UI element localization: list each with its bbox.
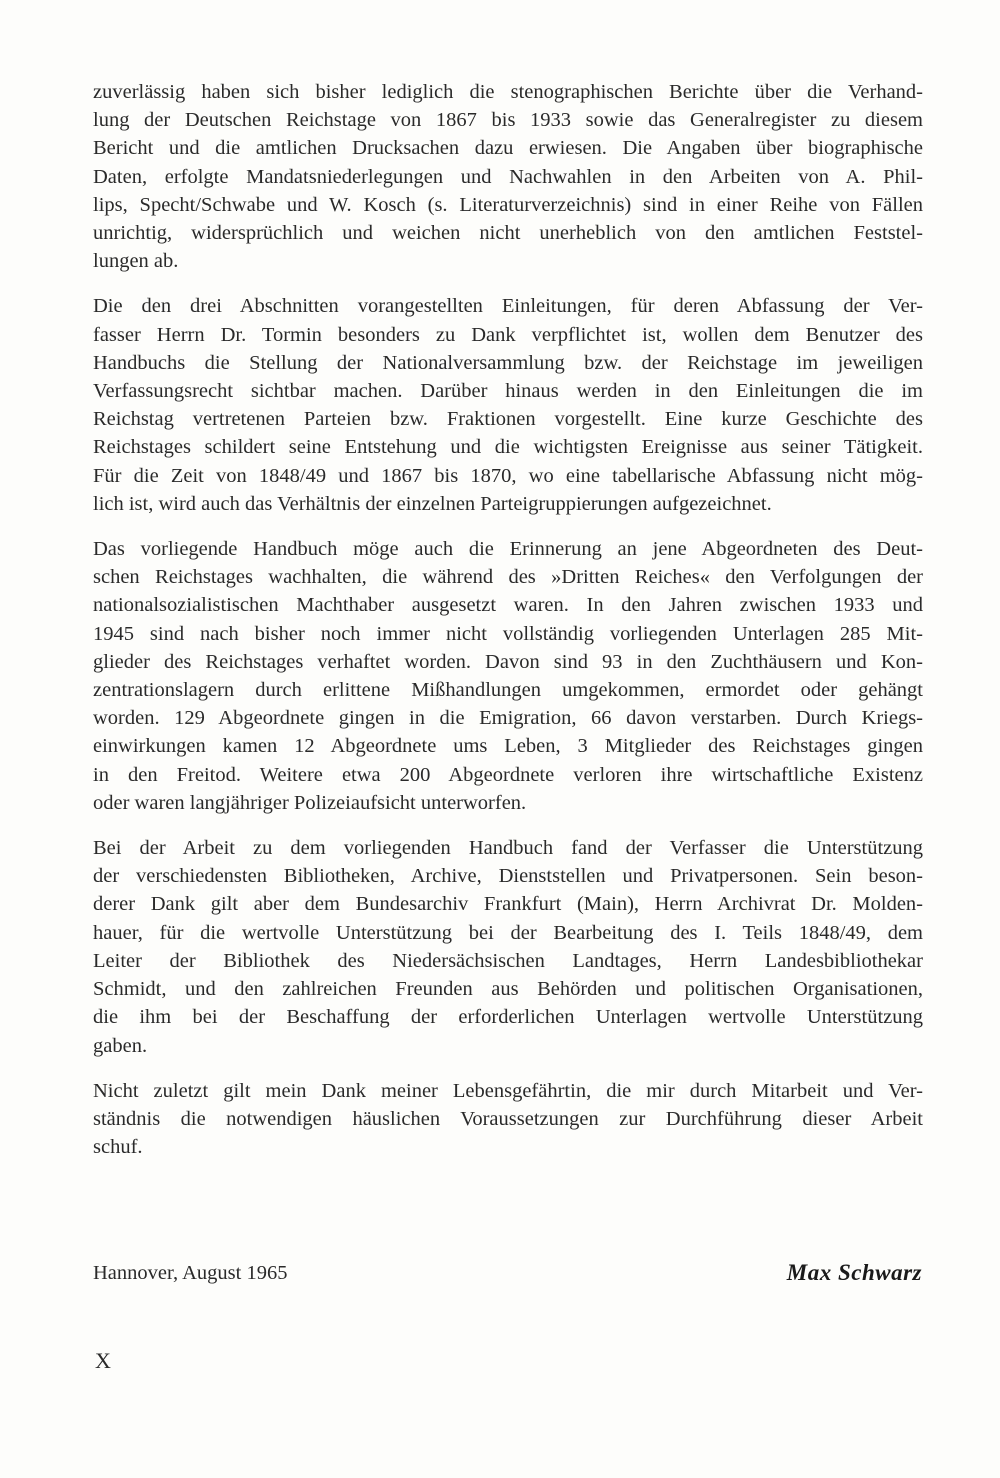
text-line: oder waren langjähriger Polizeiaufsicht unterworfen. xyxy=(93,791,527,814)
paragraph xyxy=(93,535,923,817)
text-line: zentrationslagern durch erlittene Mißhandlungen umgekommen, ermordet oder gehängt xyxy=(93,679,923,702)
text-line: nationalsozialistischen Machthaber ausgesetzt waren. In den Jahren zwischen 1933 und xyxy=(93,594,923,617)
text-line: Bei der Arbeit zu dem vorliegenden Handbuch fand der Verfasser die Unterstützung xyxy=(93,837,923,860)
text-line: der verschiedensten Bibliotheken, Archive, Dienststellen und Privatpersonen. Sein beson- xyxy=(93,865,923,888)
text-line: Reichstages schildert seine Entstehung und die wichtigsten Ereignisse aus seiner Tätigkeit. xyxy=(93,436,923,459)
paragraph xyxy=(93,1077,923,1162)
text-line: Reichstag vertretenen Parteien bzw. Fraktionen vorgestellt. Eine kurze Geschichte des xyxy=(93,408,923,431)
text-line: einwirkungen kamen 12 Abgeordnete ums Leben, 3 Mitglieder des Reichstages gingen xyxy=(93,735,923,758)
text-line: 1945 sind nach bisher noch immer nicht vollständig vorliegenden Unterlagen 285 Mit- xyxy=(93,622,923,645)
place-and-date: Hannover, August 1965 xyxy=(93,1262,288,1284)
text-line: Nicht zuletzt gilt mein Dank meiner Lebensgefährtin, die mir durch Mitarbeit und Ver- xyxy=(93,1079,923,1102)
text-line: schuf. xyxy=(93,1136,143,1159)
text-line: lungen ab. xyxy=(93,250,179,273)
text-line: Die den drei Abschnitten vorangestellten Einleitungen, für deren Abfassung der Ver- xyxy=(93,295,923,318)
text-line: derer Dank gilt aber dem Bundesarchiv Frankfurt (Main), Herrn Archivrat Dr. Molden- xyxy=(93,893,923,916)
text-line: Leiter der Bibliothek des Niedersächsischen Landtages, Herrn Landesbibliothekar xyxy=(93,949,923,972)
text-line: Verfassungsrecht sichtbar machen. Darüber hinaus werden in den Einleitungen die im xyxy=(93,380,923,403)
text-line: schen Reichstages wachhalten, die während des »Dritten Reiches« den Verfolgungen der xyxy=(93,566,923,589)
text-line: lich ist, wird auch das Verhältnis der einzelnen Parteigruppierungen aufgezeichnet. xyxy=(93,492,772,515)
paragraph xyxy=(93,78,923,275)
text-line: fasser Herrn Dr. Tormin besonders zu Dank verpflichtet ist, wollen dem Benutzer des xyxy=(93,323,923,346)
text-line: die ihm bei der Beschaffung der erforderlichen Unterlagen wertvolle Unterstützung xyxy=(93,1006,923,1029)
text-line: Das vorliegende Handbuch möge auch die Erinnerung an jene Abgeordneten des Deut- xyxy=(93,538,923,561)
text-line: unrichtig, widersprüchlich und weichen nicht unerheblich von den amtlichen Feststel- xyxy=(93,222,923,245)
text-line: in den Freitod. Weitere etwa 200 Abgeordnete verloren ihre wirtschaftliche Existenz xyxy=(93,763,923,786)
text-line: Daten, erfolgte Mandatsniederlegungen und Nachwahlen in den Arbeiten von A. Phil- xyxy=(93,165,923,188)
text-line: Bericht und die amtlichen Drucksachen dazu erwiesen. Die Angaben über biographische xyxy=(93,137,923,160)
page-number: X xyxy=(95,1348,111,1373)
author-signature: Max Schwarz xyxy=(786,1260,922,1285)
text-line: ständnis die notwendigen häuslichen Voraussetzungen zur Durchführung dieser Arbeit xyxy=(93,1107,923,1130)
text-line: zuverlässig haben sich bisher lediglich die stenographischen Berichte über die Verhand- xyxy=(93,81,923,103)
body-text xyxy=(93,78,923,1178)
paragraph xyxy=(93,292,923,518)
paragraph xyxy=(93,834,923,1060)
text-line: Handbuchs die Stellung der Nationalversammlung bzw. der Reichstage im jeweiligen xyxy=(93,351,923,374)
text-line: glieder des Reichstages verhaftet worden. Davon sind 93 in den Zuchthäusern und Kon- xyxy=(93,650,923,673)
text-line: lips, Specht/Schwabe und W. Kosch (s. Literaturverzeichnis) sind in einer Reihe von Fällen xyxy=(93,193,923,216)
text-line: Für die Zeit von 1848/49 und 1867 bis 1870, wo eine tabellarische Abfassung nicht mög- xyxy=(93,464,923,487)
text-line: lung der Deutschen Reichstage von 1867 bis 1933 sowie das Generalregister zu diesem xyxy=(93,109,923,132)
text-line: Schmidt, und den zahlreichen Freunden aus Behörden und politischen Organisationen, xyxy=(93,978,923,1001)
text-line: hauer, für die wertvolle Unterstützung bei der Bearbeitung des I. Teils 1848/49, dem xyxy=(93,921,923,944)
text-line: worden. 129 Abgeordnete gingen in die Emigration, 66 davon verstarben. Durch Kriegs- xyxy=(93,707,923,730)
text-line: gaben. xyxy=(93,1034,148,1057)
